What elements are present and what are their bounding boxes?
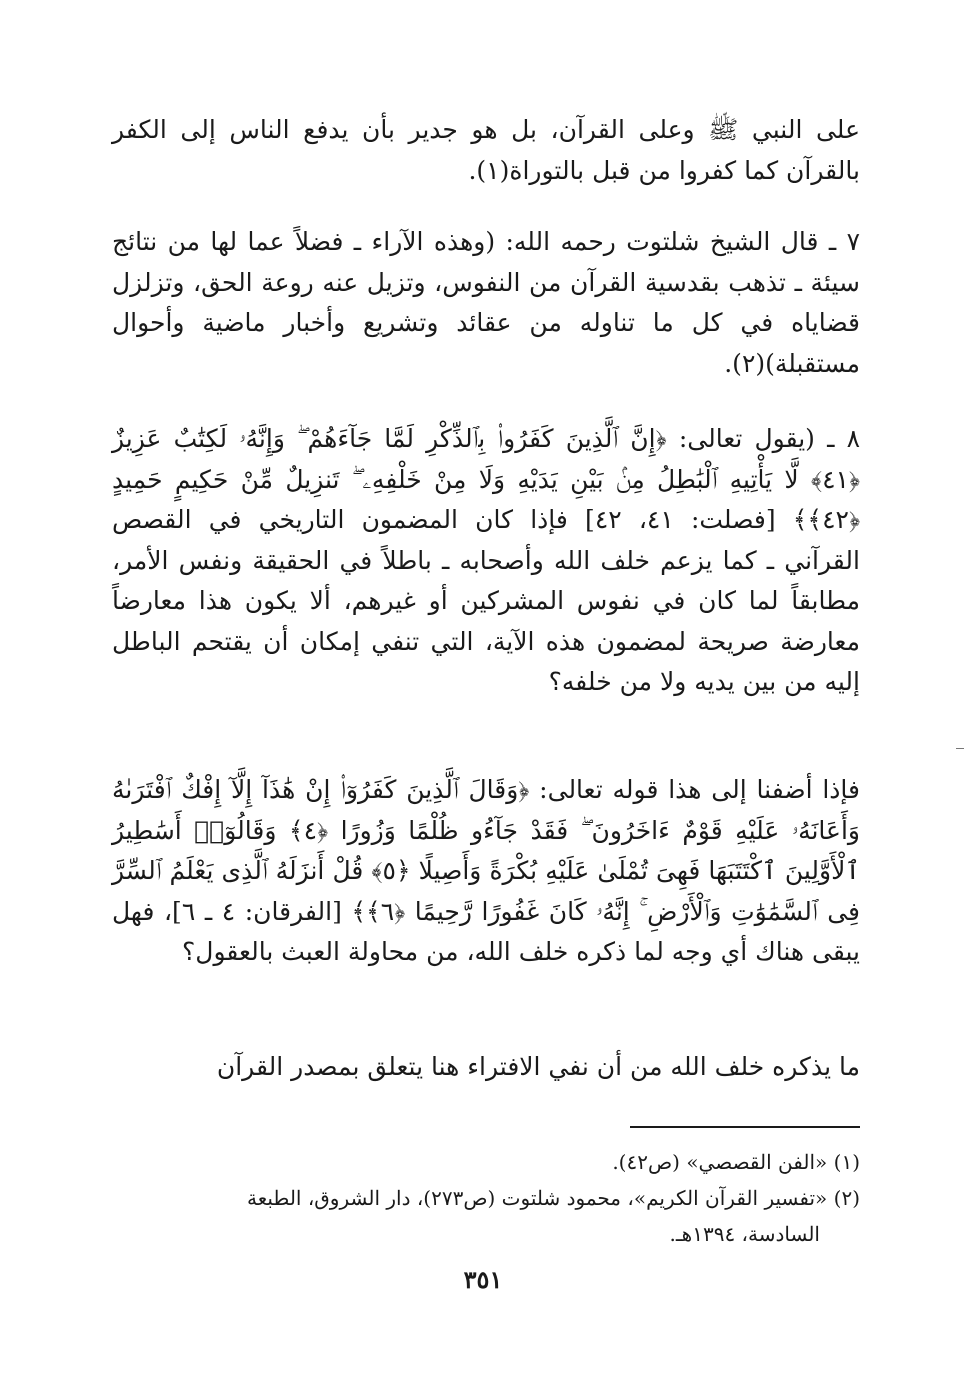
paragraph-continuation — [112, 110, 860, 191]
footnote-2-continuation: السادسة، ١٣٩٤هـ. — [669, 1222, 820, 1246]
footnote-1: (١) «الفن القصصي» (ص٤٢). — [612, 1150, 860, 1174]
paragraph-text: ما يذكره خلف الله من أن نفي الافتراء هنا يتعلق بمصدر القرآن — [216, 1052, 860, 1081]
paragraph-8-fussilat-verse — [112, 419, 860, 703]
paragraph-closing-line — [112, 1047, 860, 1088]
margin-mark — [956, 748, 964, 749]
page-number: ٣٥١ — [463, 1265, 503, 1294]
footnote-2: (٢) «تفسير القرآن الكريم»، محمود شلتوت (ص٢٧٣)، دار الشروق، الطبعة — [247, 1186, 860, 1210]
footnote-divider — [630, 1126, 860, 1128]
footnotes — [112, 1144, 860, 1252]
paragraph-text: ٨ ـ (يقول تعالى: ﴿إِنَّ ٱلَّذِينَ كَفَرُوا۟ بِٱلذِّكْرِ لَمَّا جَآءَهُمْ ۖ وَإِنَّهُۥ لَكِتَٰبٌ عَزِيزٌ ﴿٤١﴾ لَّا يَأْتِيهِ ٱلْبَٰطِلُ مِنۢ بَيْنِ يَدَيْهِ وَلَا مِنْ خَلْفِهِۦ ۖ تَنزِيلٌ مِّنْ حَكِيمٍ حَمِيدٍ ﴿٤٢﴾﴾ [فصلت: ٤١، ٤٢] فإذا كان المضمون التاريخي في القصص القرآني ـ كما يزعم خلف الله وأصحابه ـ باطلاً في الحقيقة ونفس الأمر، مطابقاً لما كان في نفوس المشركين أو غيرهم، ألا يكون هذا معارضاً معارضة صريحة لمضمون هذه الآية، التي تنفي إمكان أن يقتحم الباطل إليه من بين يديه ولا من خلفه؟ — [112, 424, 861, 696]
paragraph-7-shaltout-quote — [112, 222, 860, 384]
paragraph-text: ٧ ـ قال الشيخ شلتوت رحمه الله: (وهذه الآراء ـ فضلاً عما لها من نتائج سيئة ـ تذهب بقدسية القرآن من النفوس، وتزيل عنه روعة الحق، وتزلزل قضاياه في كل ما تناوله من عقائد وتشريع وأخبار ماضية وأحوال مستقبلة)(٢). — [112, 227, 860, 378]
paragraph-text: على النبي ﷺ وعلى القرآن، بل هو جدير بأن يدفع الناس إلى الكفر بالقرآن كما كفروا من قبل بالتوراة(١). — [112, 115, 860, 185]
paragraph-furqan-verse — [112, 770, 860, 973]
paragraph-text: فإذا أضفنا إلى هذا قوله تعالى: ﴿وَقَالَ ٱلَّذِينَ كَفَرُوٓا۟ إِنْ هَٰذَآ إِلَّآ إِفْكٌ ٱفْتَرَىٰهُ وَأَعَانَهُۥ عَلَيْهِ قَوْمٌ ءَاخَرُونَ ۖ فَقَدْ جَآءُو ظُلْمًا وَزُورًا ﴿٤﴾ وَقَالُوٓا۟ أَسَٰطِيرُ ٱلْأَوَّلِينَ ٱكْتَتَبَهَا فَهِىَ تُمْلَىٰ عَلَيْهِ بُكْرَةً وَأَصِيلًا ﴿٥﴾ قُلْ أَنزَلَهُ ٱلَّذِى يَعْلَمُ ٱلسِّرَّ فِى ٱلسَّمَٰوَٰتِ وَٱلْأَرْضِ ۚ إِنَّهُۥ كَانَ غَفُورًا رَّحِيمًا ﴿٦﴾﴾ [الفرقان: ٤ ـ ٦]، فهل يبقى هناك أي وجه لما ذكره خلف الله، من محاولة العبث بالعقول؟ — [112, 775, 860, 966]
